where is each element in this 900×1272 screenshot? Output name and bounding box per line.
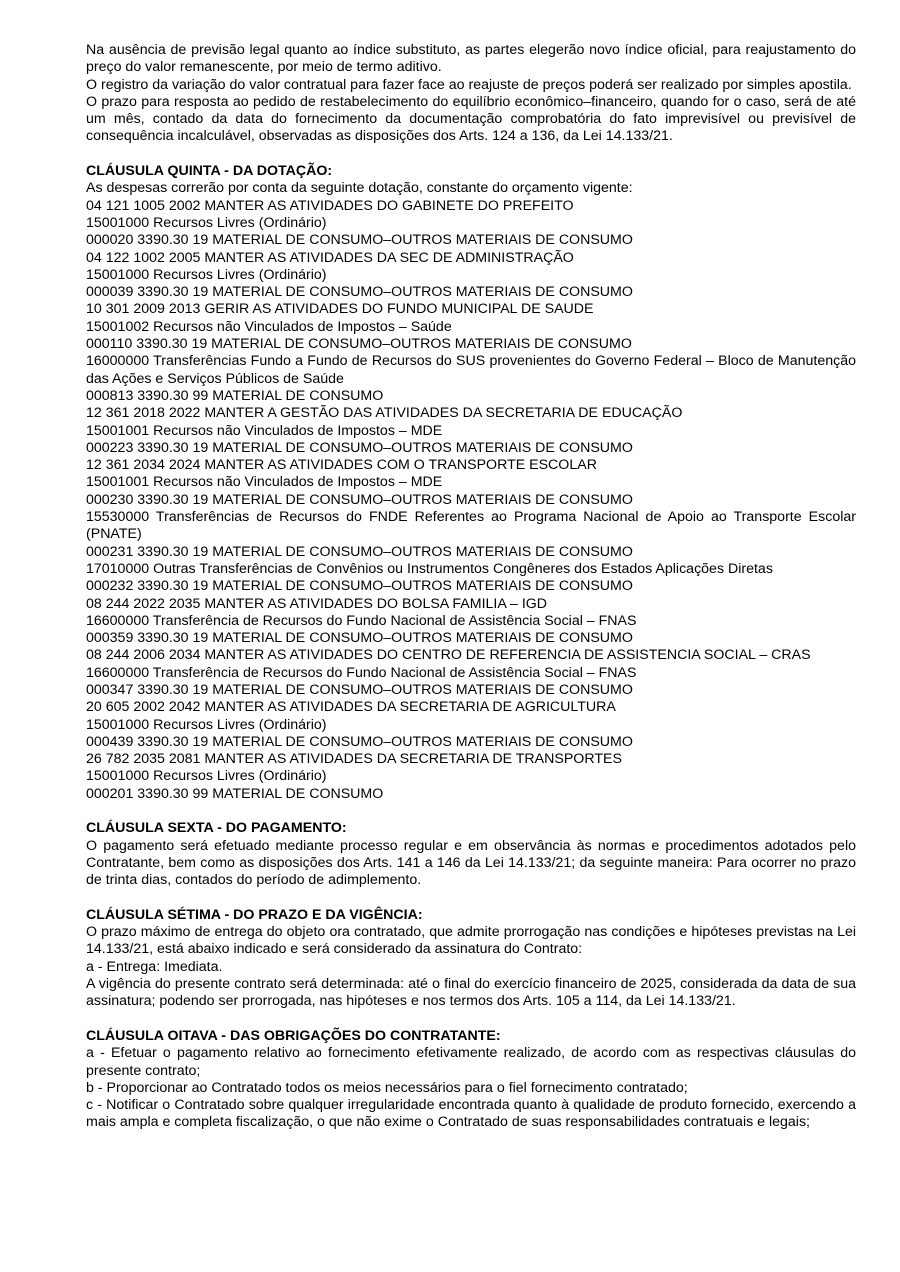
dotacao-line: 000039 3390.30 19 MATERIAL DE CONSUMO–OUTROS MATERIAIS DE CONSUMO <box>86 284 633 301</box>
dotacao-line: 15001000 Recursos Livres (Ordinário) <box>86 716 327 733</box>
dotacao-line: 04 121 1005 2002 MANTER AS ATIVIDADES DO GABINETE DO PREFEITO <box>86 197 574 214</box>
clausula-quinta-section <box>86 163 856 803</box>
clausula-quinta-title: CLÁUSULA QUINTA - DA DOTAÇÃO: <box>86 163 333 180</box>
intro-paragraph: Na ausência de previsão legal quanto ao índice substituto, as partes elegerão novo índice oficial, para reajustamento do preço do valor remanescente, por meio de termo aditivo. <box>86 42 856 76</box>
dotacao-line: 12 361 2034 2024 MANTER AS ATIVIDADES COM O TRANSPORTE ESCOLAR <box>86 457 597 474</box>
dotacao-line: 000201 3390.30 99 MATERIAL DE CONSUMO <box>86 785 384 802</box>
clausula-setima-paragraph: O prazo máximo de entrega do objeto ora contratado, que admite prorrogação nas condições e hipóteses previstas na Lei 14.133/21, está abaixo indicado e será considerado da assinatura do Contrato: <box>86 924 856 958</box>
dotacao-line: 000231 3390.30 19 MATERIAL DE CONSUMO–OUTROS MATERIAIS DE CONSUMO <box>86 543 633 560</box>
dotacao-line: 000223 3390.30 19 MATERIAL DE CONSUMO–OUTROS MATERIAIS DE CONSUMO <box>86 439 633 456</box>
dotacao-line: 20 605 2002 2042 MANTER AS ATIVIDADES DA SECRETARIA DE AGRICULTURA <box>86 699 616 716</box>
dotacao-line: 08 244 2022 2035 MANTER AS ATIVIDADES DO BOLSA FAMILIA – IGD <box>86 595 548 612</box>
dotacao-line: 000110 3390.30 19 MATERIAL DE CONSUMO–OUTROS MATERIAIS DE CONSUMO <box>86 336 632 353</box>
clausula-oitava-section <box>86 1028 856 1132</box>
clausula-setima-paragraph: a - Entrega: Imediata. <box>86 958 223 975</box>
dotacao-line: 000439 3390.30 19 MATERIAL DE CONSUMO–OUTROS MATERIAIS DE CONSUMO <box>86 733 633 750</box>
clausula-sexta-section <box>86 820 856 889</box>
dotacao-line: 15001002 Recursos não Vinculados de Impostos – Saúde <box>86 318 452 335</box>
clausula-oitava-paragraph: a - Efetuar o pagamento relativo ao fornecimento efetivamente realizado, de acordo com as respectivas cláusulas do presente contrato; <box>86 1045 856 1079</box>
dotacao-line: 15001000 Recursos Livres (Ordinário) <box>86 768 327 785</box>
clausula-sexta-text: O pagamento será efetuado mediante processo regular e em observância às normas e procedimentos adotados pelo Contratante, bem como as disposições dos Arts. 141 a 146 da Lei 14.133/21; da seguinte maneira: Para ocorrer no prazo de trinta dias, contados do período de adimplemento. <box>86 837 856 889</box>
dotacao-line: 10 301 2009 2013 GERIR AS ATIVIDADES DO FUNDO MUNICIPAL DE SAUDE <box>86 301 594 318</box>
clausula-setima-title: CLÁUSULA SÉTIMA - DO PRAZO E DA VIGÊNCIA: <box>86 906 423 923</box>
dotacao-line: 16000000 Transferências Fundo a Fundo de Recursos do SUS provenientes do Governo Federal – Bloco de Manutenção das Ações e Serviços Públicos de Saúde <box>86 353 856 387</box>
clausula-sexta-title: CLÁUSULA SEXTA - DO PAGAMENTO: <box>86 820 347 837</box>
dotacao-line: 000813 3390.30 99 MATERIAL DE CONSUMO <box>86 387 384 404</box>
dotacao-line: 000020 3390.30 19 MATERIAL DE CONSUMO–OUTROS MATERIAIS DE CONSUMO <box>86 232 633 249</box>
intro-paragraph: O registro da variação do valor contratual para fazer face ao reajuste de preços poderá ser realizado por simples apostila. <box>86 76 852 93</box>
clausula-oitava-paragraph: b - Proporcionar ao Contratado todos os meios necessários para o fiel fornecimento contratado; <box>86 1079 688 1096</box>
intro-paragraph: O prazo para resposta ao pedido de restabelecimento do equilíbrio econômico–financeiro, quando for o caso, será de até um mês, contado da data do fornecimento da documentação comprobatória do fato imprevisível ou previsível de consequência incalculável, observadas as disposições dos Arts. 124 a 136, da Lei 14.133/21. <box>86 93 856 145</box>
dotacao-line: 15001000 Recursos Livres (Ordinário) <box>86 266 327 283</box>
dotacao-line: 08 244 2006 2034 MANTER AS ATIVIDADES DO CENTRO DE REFERENCIA DE ASSISTENCIA SOCIAL – CRAS <box>86 647 811 664</box>
dotacao-line: 15530000 Transferências de Recursos do FNDE Referentes ao Programa Nacional de Apoio ao Transporte Escolar (PNATE) <box>86 509 856 543</box>
clausula-setima-section <box>86 907 856 1011</box>
dotacao-line: As despesas correrão por conta da seguinte dotação, constante do orçamento vigente: <box>86 180 633 197</box>
clausula-oitava-paragraph: c - Notificar o Contratado sobre qualquer irregularidade encontrada quanto à qualidade de produto fornecido, exercendo a mais ampla e completa fiscalização, o que não exime o Contratado de suas responsabilidades contratuais e legais; <box>86 1097 856 1131</box>
clausula-oitava-title: CLÁUSULA OITAVA - DAS OBRIGAÇÕES DO CONTRATANTE: <box>86 1027 501 1044</box>
dotacao-line: 17010000 Outras Transferências de Convênios ou Instrumentos Congêneres dos Estados Aplicações Diretas <box>86 560 773 577</box>
dotacao-line: 000232 3390.30 19 MATERIAL DE CONSUMO–OUTROS MATERIAIS DE CONSUMO <box>86 578 633 595</box>
dotacao-line: 000347 3390.30 19 MATERIAL DE CONSUMO–OUTROS MATERIAIS DE CONSUMO <box>86 681 633 698</box>
dotacao-line: 15001001 Recursos não Vinculados de Impostos – MDE <box>86 422 443 439</box>
clausula-setima-paragraph: A vigência do presente contrato será determinada: até o final do exercício financeiro de 2025, considerada da data de sua assinatura; podendo ser prorrogada, nas hipóteses e nos termos dos Arts. 105 a 114, da Lei 14.133/21. <box>86 976 856 1010</box>
dotacao-line: 000230 3390.30 19 MATERIAL DE CONSUMO–OUTROS MATERIAIS DE CONSUMO <box>86 491 633 508</box>
intro-section <box>86 42 856 146</box>
dotacao-line: 12 361 2018 2022 MANTER A GESTÃO DAS ATIVIDADES DA SECRETARIA DE EDUCAÇÃO <box>86 405 683 422</box>
dotacao-line: 04 122 1002 2005 MANTER AS ATIVIDADES DA SEC DE ADMINISTRAÇÃO <box>86 249 574 266</box>
dotacao-line: 16600000 Transferência de Recursos do Fundo Nacional de Assistência Social – FNAS <box>86 612 637 629</box>
dotacao-line: 000359 3390.30 19 MATERIAL DE CONSUMO–OUTROS MATERIAIS DE CONSUMO <box>86 630 633 647</box>
dotacao-line: 26 782 2035 2081 MANTER AS ATIVIDADES DA SECRETARIA DE TRANSPORTES <box>86 751 622 768</box>
dotacao-line: 16600000 Transferência de Recursos do Fundo Nacional de Assistência Social – FNAS <box>86 664 637 681</box>
dotacao-line: 15001001 Recursos não Vinculados de Impostos – MDE <box>86 474 443 491</box>
dotacao-line: 15001000 Recursos Livres (Ordinário) <box>86 214 327 231</box>
